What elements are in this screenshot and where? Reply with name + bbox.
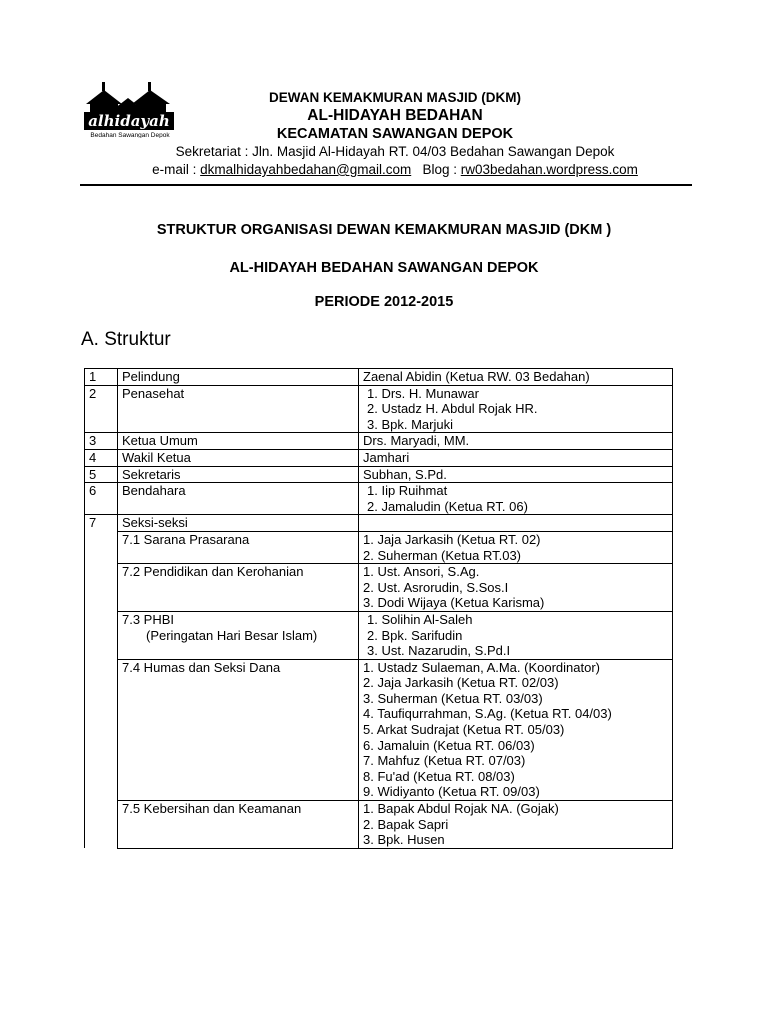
member-name: 2. Suherman (Ketua RT.03)	[363, 547, 522, 563]
table-row	[85, 385, 673, 433]
member-name: 1. Ust. Ansori, S.Ag.	[363, 564, 480, 580]
position: Sekretaris	[118, 466, 359, 483]
sub-position-detail: (Peringatan Hari Besar Islam)	[146, 627, 318, 643]
member-names	[359, 531, 673, 563]
row-number: 3	[85, 433, 118, 450]
table-row	[85, 483, 673, 515]
document-title: STRUKTUR ORGANISASI DEWAN KEMAKMURAN MASJID (DKM )	[156, 222, 612, 238]
blog-label: Blog :	[422, 162, 461, 177]
district-name: KECAMATAN SAWANGAN DEPOK	[276, 126, 514, 142]
member-names	[359, 385, 673, 433]
member-name: Drs. Maryadi, MM.	[363, 433, 470, 449]
row-number: 5	[85, 466, 118, 483]
document-subtitle: AL-HIDAYAH BEDAHAN SAWANGAN DEPOK	[229, 260, 539, 276]
sub-position	[118, 611, 359, 659]
member-name: 8. Fu'ad (Ketua RT. 08/03)	[363, 768, 515, 784]
member-name: 2. Ustadz H. Abdul Rojak HR.	[367, 401, 538, 417]
member-name: Jamhari	[363, 449, 410, 465]
sub-position-title: 7.3 PHBI	[122, 611, 175, 627]
sub-position: 7.1 Sarana Prasarana	[118, 531, 359, 563]
svg-text:Bedahan Sawangan Depok: Bedahan Sawangan Depok	[90, 132, 170, 138]
row-number: 6	[85, 483, 118, 515]
member-name: 2. Jaja Jarkasih (Ketua RT. 02/03)	[363, 675, 559, 691]
member-names	[359, 433, 673, 450]
table-row	[85, 466, 673, 483]
table-row	[85, 611, 673, 659]
member-names	[359, 369, 673, 386]
position: Penasehat	[118, 385, 359, 433]
table-row	[85, 564, 673, 612]
member-names	[359, 564, 673, 612]
member-names	[359, 611, 673, 659]
position: Seksi-seksi	[118, 515, 359, 532]
member-name: 3. Dodi Wijaya (Ketua Karisma)	[363, 595, 545, 611]
member-name: 4. Taufiqurrahman, S.Ag. (Ketua RT. 04/03)	[363, 706, 612, 722]
member-name: 1. Iip Ruihmat	[367, 483, 448, 499]
member-name: 2. Jamaludin (Ketua RT. 06)	[367, 498, 528, 514]
member-name: 3. Ust. Nazarudin, S.Pd.I	[367, 643, 511, 659]
mosque-name: AL-HIDAYAH BEDAHAN	[307, 107, 483, 124]
table-row	[85, 449, 673, 466]
row-number: 2	[85, 385, 118, 433]
member-name: 1. Bapak Abdul Rojak NA. (Gojak)	[363, 801, 559, 817]
structure-table	[84, 368, 673, 849]
member-names	[359, 515, 673, 532]
member-name: 1. Solihin Al-Saleh	[367, 611, 473, 627]
table-row	[85, 515, 673, 532]
position: Pelindung	[118, 369, 359, 386]
table-row	[85, 369, 673, 386]
member-name: 1. Jaja Jarkasih (Ketua RT. 02)	[363, 531, 541, 547]
position: Bendahara	[118, 483, 359, 515]
table-row	[85, 659, 673, 800]
svg-text:alhidayah: alhidayah	[88, 112, 170, 130]
member-names	[359, 449, 673, 466]
contact-line	[150, 162, 640, 177]
member-names	[359, 801, 673, 849]
sub-position: 7.5 Kebersihan dan Keamanan	[118, 801, 359, 849]
table-row	[85, 801, 673, 849]
position: Wakil Ketua	[118, 449, 359, 466]
member-name: 6. Jamaluin (Ketua RT. 06/03)	[363, 737, 535, 753]
period-title: PERIODE 2012-2015	[314, 294, 454, 310]
sub-position: 7.2 Pendidikan dan Kerohanian	[118, 564, 359, 612]
member-name: 9. Widiyanto (Ketua RT. 09/03)	[363, 784, 540, 800]
member-name: 7. Mahfuz (Ketua RT. 07/03)	[363, 753, 526, 769]
org-name-line: DEWAN KEMAKMURAN MASJID (DKM)	[269, 90, 521, 105]
header-divider	[80, 184, 692, 186]
member-names	[359, 466, 673, 483]
member-name: 2. Ust. Asrorudin, S.Sos.I	[363, 579, 509, 595]
blog-link[interactable]: rw03bedahan.wordpress.com	[460, 162, 638, 177]
section-heading: A. Struktur	[81, 329, 171, 350]
row-number: 4	[85, 449, 118, 466]
member-name: 3. Bpk. Husen	[363, 832, 445, 848]
member-name: 5. Arkat Sudrajat (Ketua RT. 05/03)	[363, 722, 565, 738]
secretariat-address: Sekretariat : Jln. Masjid Al-Hidayah RT. 04/03 Bedahan Sawangan Depok	[175, 144, 615, 159]
member-name: 1. Ustadz Sulaeman, A.Ma. (Koordinator)	[363, 659, 601, 675]
position: Ketua Umum	[118, 433, 359, 450]
member-name: 3. Bpk. Marjuki	[367, 416, 453, 432]
member-name: Subhan, S.Pd.	[363, 466, 447, 482]
member-names	[359, 659, 673, 800]
member-names	[359, 483, 673, 515]
email-link[interactable]: dkmalhidayahbedahan@gmail.com	[200, 162, 412, 177]
member-name: Zaenal Abidin (Ketua RW. 03 Bedahan)	[363, 369, 590, 384]
sub-position: 7.4 Humas dan Seksi Dana	[118, 659, 359, 800]
member-name: 1. Drs. H. Munawar	[367, 385, 479, 401]
member-name: 2. Bpk. Sarifudin	[367, 627, 463, 643]
email-label: e-mail :	[152, 162, 201, 177]
row-number: 7	[85, 515, 118, 848]
row-number: 1	[85, 369, 118, 386]
table-row	[85, 531, 673, 563]
member-name: 3. Suherman (Ketua RT. 03/03)	[363, 690, 543, 706]
member-name: 2. Bapak Sapri	[363, 816, 449, 832]
table-row	[85, 433, 673, 450]
